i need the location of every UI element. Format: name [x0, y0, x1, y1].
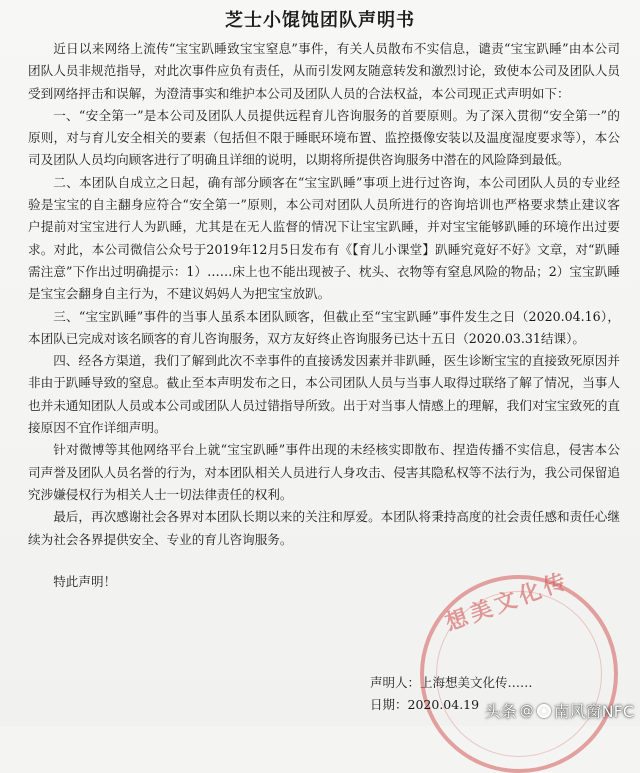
watermark-prefix: 头条: [484, 702, 517, 721]
declarant-value: 上海想美文化传……: [420, 675, 533, 690]
declarant-row: [370, 672, 533, 694]
document-body: [28, 38, 620, 593]
paragraph-rights: 针对微博等其他网络平台上就“宝宝趴睡”事件出现的未经核实即散布、捏造传播不实信息，侵害本公司声誉及团队人员名誉的行为，对本团队相关人员进行人身攻击、侵害其隐私权等不法行为，我公司保留追究涉嫌侵权行为相关人士一切法律责任的权利。: [28, 442, 620, 502]
declarant-label: 声明人：: [370, 675, 421, 690]
paragraph-point-2: 二、本团队自成立之日起，确有部分顾客在“宝宝趴睡”事项上进行过咨询，本公司团队人员的专业经验是宝宝的自主翻身应符合“安全第一”原则，本公司对团队人员所进行的咨询培训也严格要求禁止建议客户提前对宝宝进行人为趴睡，尤其是在无人监督的情况下让宝宝趴睡，并对宝宝能够趴睡的环境作出过要求。对此，本公司微信公众号于2019年12月5日发布有《【育儿小课堂】趴睡究竟好不好》文章，对“趴睡需注意”下作出过明确提示：1）……床上也不能出现被子、枕头、衣物等有窒息风险的物品；2）宝宝趴睡是宝宝会翻身自主行为，不建议妈妈人为把宝宝放趴。: [28, 174, 620, 302]
date-label: 日期：: [370, 697, 408, 712]
seal-text: 想美文化传: [441, 567, 574, 637]
paragraph-intro: 近日以来网络上流传“宝宝趴睡致宝宝窒息”事件，有关人员散布不实信息，谴责“宝宝趴睡”由本公司团队人员非规范指导，对此次事件应负有责任，从而引发网友随意转发和激烈讨论，致使本公司及团队人员受到网络抨击和误解，为澄清事实和维护本公司及团队人员的合法权益，本公司现正式声明如下：: [28, 41, 620, 101]
document-title: 芝士小馄饨团队声明书: [225, 10, 415, 31]
paragraph-closing: 最后，再次感谢社会各界对本团队长期以来的关注和厚爱。本团队将秉持高度的社会责任感和责任心继续为社会各界提供安全、专业的育儿咨询服务。: [28, 509, 620, 547]
paragraph-point-1: 一、“安全第一”是本公司及团队人员提供远程育儿咨询服务的首要原则。为了深入贯彻“安全第一”的原则，对与育儿安全相关的要素（包括但不限于睡眠环境布置、监控摄像安装以及温度湿度要求等），本公司及团队人员均向顾客进行了明确且详细的说明，以期将所提供咨询服务中潜在的风险降到最低。: [28, 107, 620, 168]
date-value: 2020.04.19: [407, 697, 480, 712]
paragraph-point-3: 三、“宝宝趴睡”事件的当事人虽系本团队顾客，但截止至“宝宝趴睡”事件发生之日（2020.04.16），本团队已完成对该名顾客的育儿咨询服务，双方友好终止咨询服务已达十五日（2020.03.31结课）。: [28, 308, 620, 346]
watermark-account: 南风窗NFC: [553, 702, 634, 721]
paragraph-hereby: 特此声明！: [53, 573, 117, 589]
watermark-separator: @: [519, 702, 534, 719]
account-avatar-icon: [537, 704, 551, 718]
source-watermark: [485, 699, 634, 722]
paragraph-point-4: 四、经各方渠道，我们了解到此次不幸事件的直接诱发因素并非趴睡，医生诊断宝宝的直接致死原因并非由于趴睡导致的窒息。截止至本声明发布之日，本公司团队人员与当事人取得过联络了解了情况，当事人也并未通知团队人员或本公司或团队人员过错指导所致。出于对当事人情感上的理解，我们对宝宝致死的直接原因不宜作详细声明。: [28, 353, 620, 436]
